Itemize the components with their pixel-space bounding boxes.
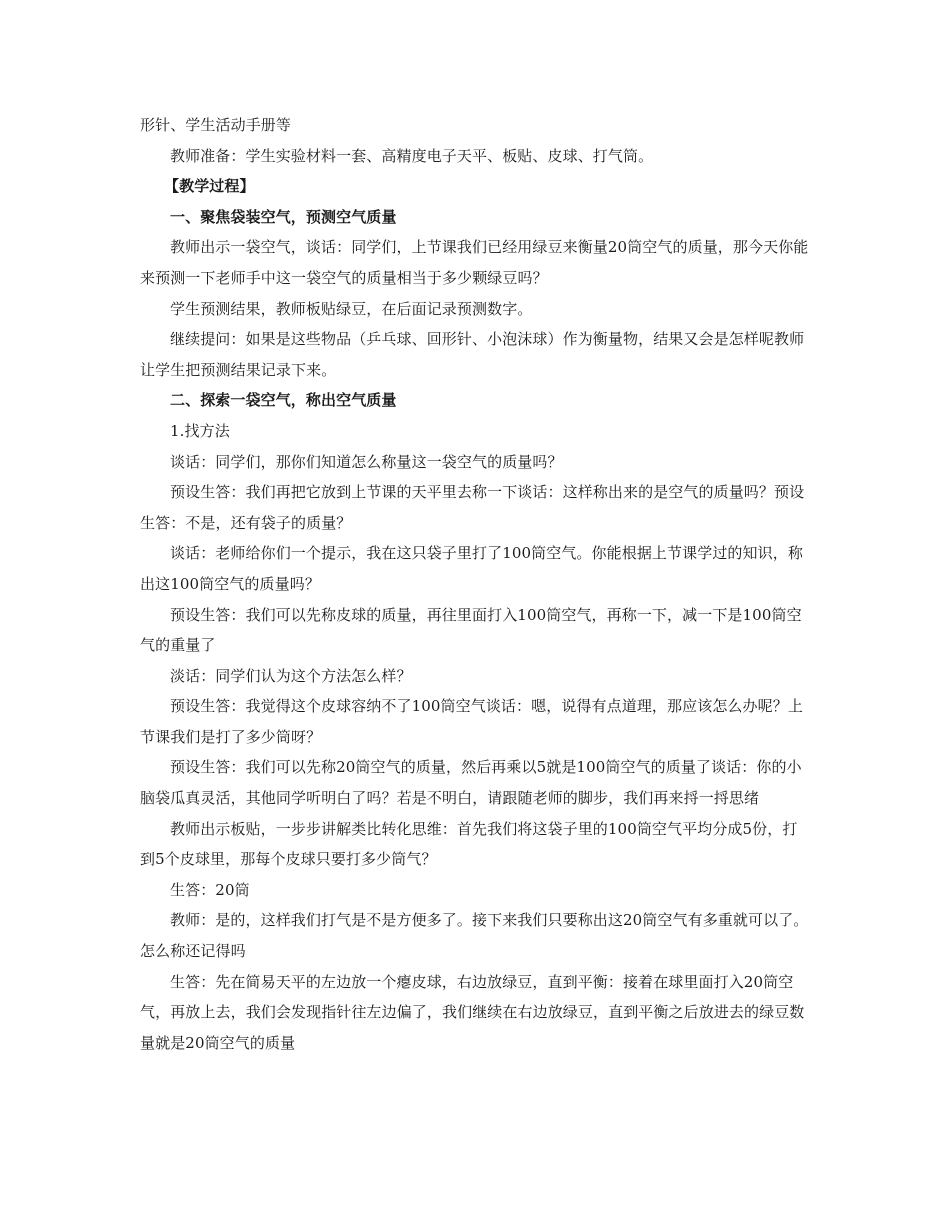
paragraph: 继续提问：如果是这些物品（乒乓球、回形针、小泡沫球）作为衡量物，结果又会是怎样呢教师让学生把预测结果记录下来。 — [140, 330, 805, 379]
section-heading-teaching-process: 【教学过程】 — [164, 177, 255, 196]
section-heading-part-two: 二、探索一袋空气，称出空气质量 — [170, 391, 397, 410]
paragraph-materials-continued: 形针、学生活动手册等 — [140, 116, 292, 134]
paragraph: 预设生答：我觉得这个皮球容纳不了100筒空气谈话：嗯，说得有点道理，那应该怎么办呢？上节课我们是打了多少筒呀？ — [140, 697, 803, 746]
paragraph: 谈话：老师给你们一个提示，我在这只袋子里打了100筒空气。你能根据上节课学过的知识，称出这100筒空气的质量吗？ — [140, 544, 803, 593]
section-heading-part-one: 一、聚焦袋装空气，预测空气质量 — [170, 207, 397, 226]
paragraph: 生答：先在简易天平的左边放一个瘪皮球，右边放绿豆，直到平衡：接着在球里面打入20筒空气，再放上去，我们会发现指针往左边偏了，我们继续在右边放绿豆，直到平衡之后放进去的绿豆数量就是20筒空气的质量 — [140, 972, 805, 1052]
paragraph: 谈话：同学们，那你们知道怎么称量这一袋空气的质量吗？ — [170, 452, 563, 471]
document-body — [140, 110, 810, 1058]
paragraph: 淡话：同学们认为这个方法怎么样？ — [170, 666, 412, 685]
paragraph: 预设生答：我们可以先称20筒空气的质量，然后再乘以5就是100筒空气的质量了谈话：你的小脑袋瓜真灵活，其他同学听明白了吗？若是不明白，请跟随老师的脚步，我们再来捋一捋思绪 — [140, 758, 802, 808]
paragraph: 教师出示一袋空气，谈话：同学们，上节课我们已经用绿豆来衡量20筒空气的质量，那今天你能来预测一下老师手中这一袋空气的质量相当于多少颗绿豆吗？ — [140, 238, 809, 287]
paragraph: 预设生答：我们再把它放到上节课的天平里去称一下谈话：这样称出来的是空气的质量吗？预设生答：不是，还有袋子的质量？ — [140, 483, 805, 532]
paragraph: 教师出示板贴，一步步讲解类比转化思维：首先我们将这袋子里的100筒空气平均分成5份，打到5个皮球里，那每个皮球只要打多少筒气？ — [140, 819, 798, 869]
paragraph: 教师：是的，这样我们打气是不是方便多了。接下来我们只要称出这20筒空气有多重就可以了。怎么称还记得吗 — [140, 911, 809, 961]
paragraph: 预设生答：我们可以先称皮球的质量，再往里面打入100筒空气，再称一下，减一下是100筒空气的重量了 — [140, 605, 802, 655]
paragraph: 生答：20筒 — [170, 880, 250, 899]
paragraph: 学生预测结果，教师板贴绿豆，在后面记录预测数字。 — [170, 299, 533, 318]
subheading-find-method: 1.找方法 — [170, 421, 230, 440]
paragraph-teacher-preparation: 教师准备：学生实验材料一套、高精度电子天平、板贴、皮球、打气筒。 — [170, 146, 654, 165]
